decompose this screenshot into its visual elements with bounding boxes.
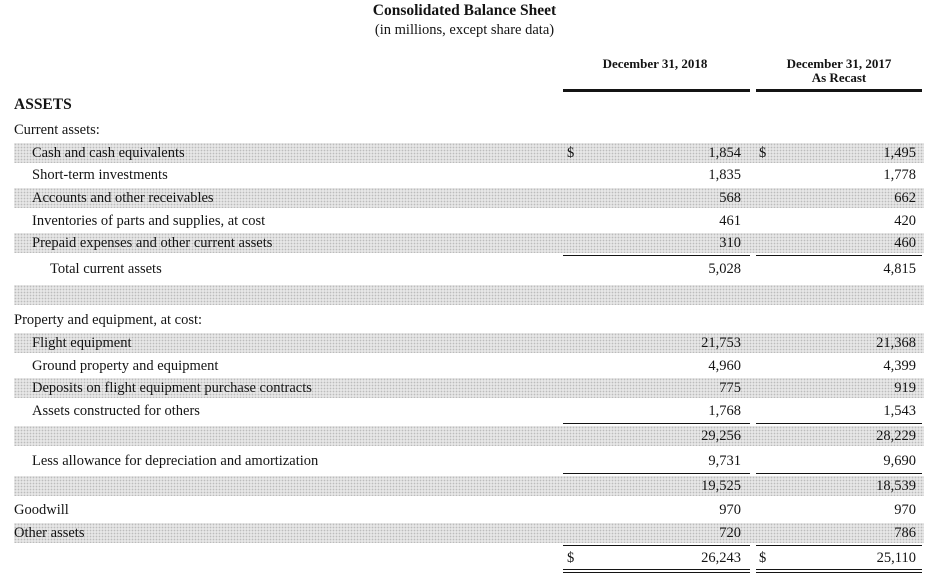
row-net-property-2018: 19,525 (701, 478, 741, 494)
rule-property-2017 (756, 423, 922, 424)
row-constructed-2017: 1,543 (883, 403, 916, 419)
column-header-rule-2017 (756, 89, 922, 92)
row-total-current (14, 259, 924, 279)
section-current-assets (14, 120, 924, 140)
row-inventories-2017: 420 (894, 213, 916, 229)
row-depreciation-label: Less allowance for depreciation and amortization (32, 453, 319, 469)
row-deposits-2018: 775 (719, 380, 741, 396)
page-title: Consolidated Balance Sheet (372, 2, 557, 19)
row-total-2017: 25,110 (876, 550, 916, 566)
row-total-assets (14, 548, 924, 568)
row-deposits-2017: 919 (894, 380, 916, 396)
row-goodwill-2018: 970 (719, 502, 741, 518)
row-other-assets-2017: 786 (894, 525, 916, 541)
row-flight-2017: 21,368 (876, 335, 916, 351)
section-assets (14, 95, 924, 115)
row-receivables-2017: 662 (894, 190, 916, 206)
double-rule-total-2017 (756, 569, 922, 573)
row-depreciation (14, 451, 924, 471)
row-total-current-2017: 4,815 (883, 261, 916, 277)
row-prepaid (14, 233, 924, 253)
row-deposits-label: Deposits on flight equipment purchase contracts (32, 380, 312, 396)
row-prepaid-2018: 310 (719, 235, 741, 251)
row-short-term-label: Short-term investments (32, 167, 168, 183)
row-flight-label: Flight equipment (32, 335, 132, 351)
section-property-label: Property and equipment, at cost: (14, 312, 203, 328)
row-total-2018: 26,243 (701, 550, 741, 566)
row-ground (14, 356, 924, 376)
rule-net-2018 (563, 473, 750, 474)
row-ground-label: Ground property and equipment (32, 358, 219, 374)
column-header-2018 (560, 57, 750, 71)
column-header-2017-date: December 31, 2017 (786, 56, 892, 71)
rule-total-2017 (756, 545, 922, 546)
row-deposits (14, 378, 924, 398)
section-current-assets-label: Current assets: (14, 122, 100, 138)
row-cash-label: Cash and cash equivalents (32, 145, 185, 161)
row-constructed-2018: 1,768 (708, 403, 741, 419)
section-property (14, 310, 924, 330)
rule-net-2017 (756, 473, 922, 474)
row-total-current-label: Total current assets (50, 261, 162, 277)
rule-current-2017 (756, 255, 922, 256)
row-short-term (14, 165, 924, 185)
row-subtotal-2018: 29,256 (701, 428, 741, 444)
page-subtitle: (in millions, except share data) (374, 22, 555, 38)
row-net-property-2017: 18,539 (876, 478, 916, 494)
row-short-term-2017: 1,778 (883, 167, 916, 183)
column-header-2017-recast: As Recast (811, 70, 867, 85)
row-cash-currency-2017: $ (759, 145, 767, 161)
row-receivables (14, 188, 924, 208)
row-cash-2017: 1,495 (883, 145, 916, 161)
row-subtotal (14, 426, 924, 446)
row-inventories-label: Inventories of parts and supplies, at cost (32, 213, 266, 229)
row-prepaid-label: Prepaid expenses and other current assets (32, 235, 273, 251)
rule-current-2018 (563, 255, 750, 256)
column-header-2018-label: December 31, 2018 (602, 56, 708, 71)
row-ground-2017: 4,399 (883, 358, 916, 374)
row-total-currency-2018: $ (567, 550, 575, 566)
column-header-rule-2018 (563, 89, 750, 92)
row-other-assets-2018: 720 (719, 525, 741, 541)
row-total-current-2018: 5,028 (708, 261, 741, 277)
rule-property-2018 (563, 423, 750, 424)
row-prepaid-2017: 460 (894, 235, 916, 251)
row-net-property (14, 476, 924, 496)
rule-total-2018 (563, 545, 750, 546)
row-constructed-label: Assets constructed for others (32, 403, 200, 419)
row-goodwill-2017: 970 (894, 502, 916, 518)
row-other-assets-label: Other assets (14, 525, 85, 541)
row-goodwill-label: Goodwill (14, 502, 69, 518)
row-inventories (14, 211, 924, 231)
section-assets-label: ASSETS (14, 96, 72, 113)
row-depreciation-2018: 9,731 (708, 453, 741, 469)
row-spacer (14, 285, 924, 305)
row-subtotal-2017: 28,229 (876, 428, 916, 444)
row-cash-currency-2018: $ (567, 145, 575, 161)
row-receivables-label: Accounts and other receivables (32, 190, 214, 206)
row-ground-2018: 4,960 (708, 358, 741, 374)
row-cash-2018: 1,854 (708, 145, 741, 161)
row-flight (14, 333, 924, 353)
row-total-currency-2017: $ (759, 550, 767, 566)
row-other-assets (14, 523, 924, 543)
double-rule-total-2018 (563, 569, 750, 573)
row-depreciation-2017: 9,690 (883, 453, 916, 469)
row-cash (14, 143, 924, 163)
column-header-2017 (756, 57, 922, 85)
row-inventories-2018: 461 (719, 213, 741, 229)
row-receivables-2018: 568 (719, 190, 741, 206)
row-flight-2018: 21,753 (701, 335, 741, 351)
row-short-term-2018: 1,835 (708, 167, 741, 183)
row-constructed (14, 401, 924, 421)
row-goodwill (14, 500, 924, 520)
